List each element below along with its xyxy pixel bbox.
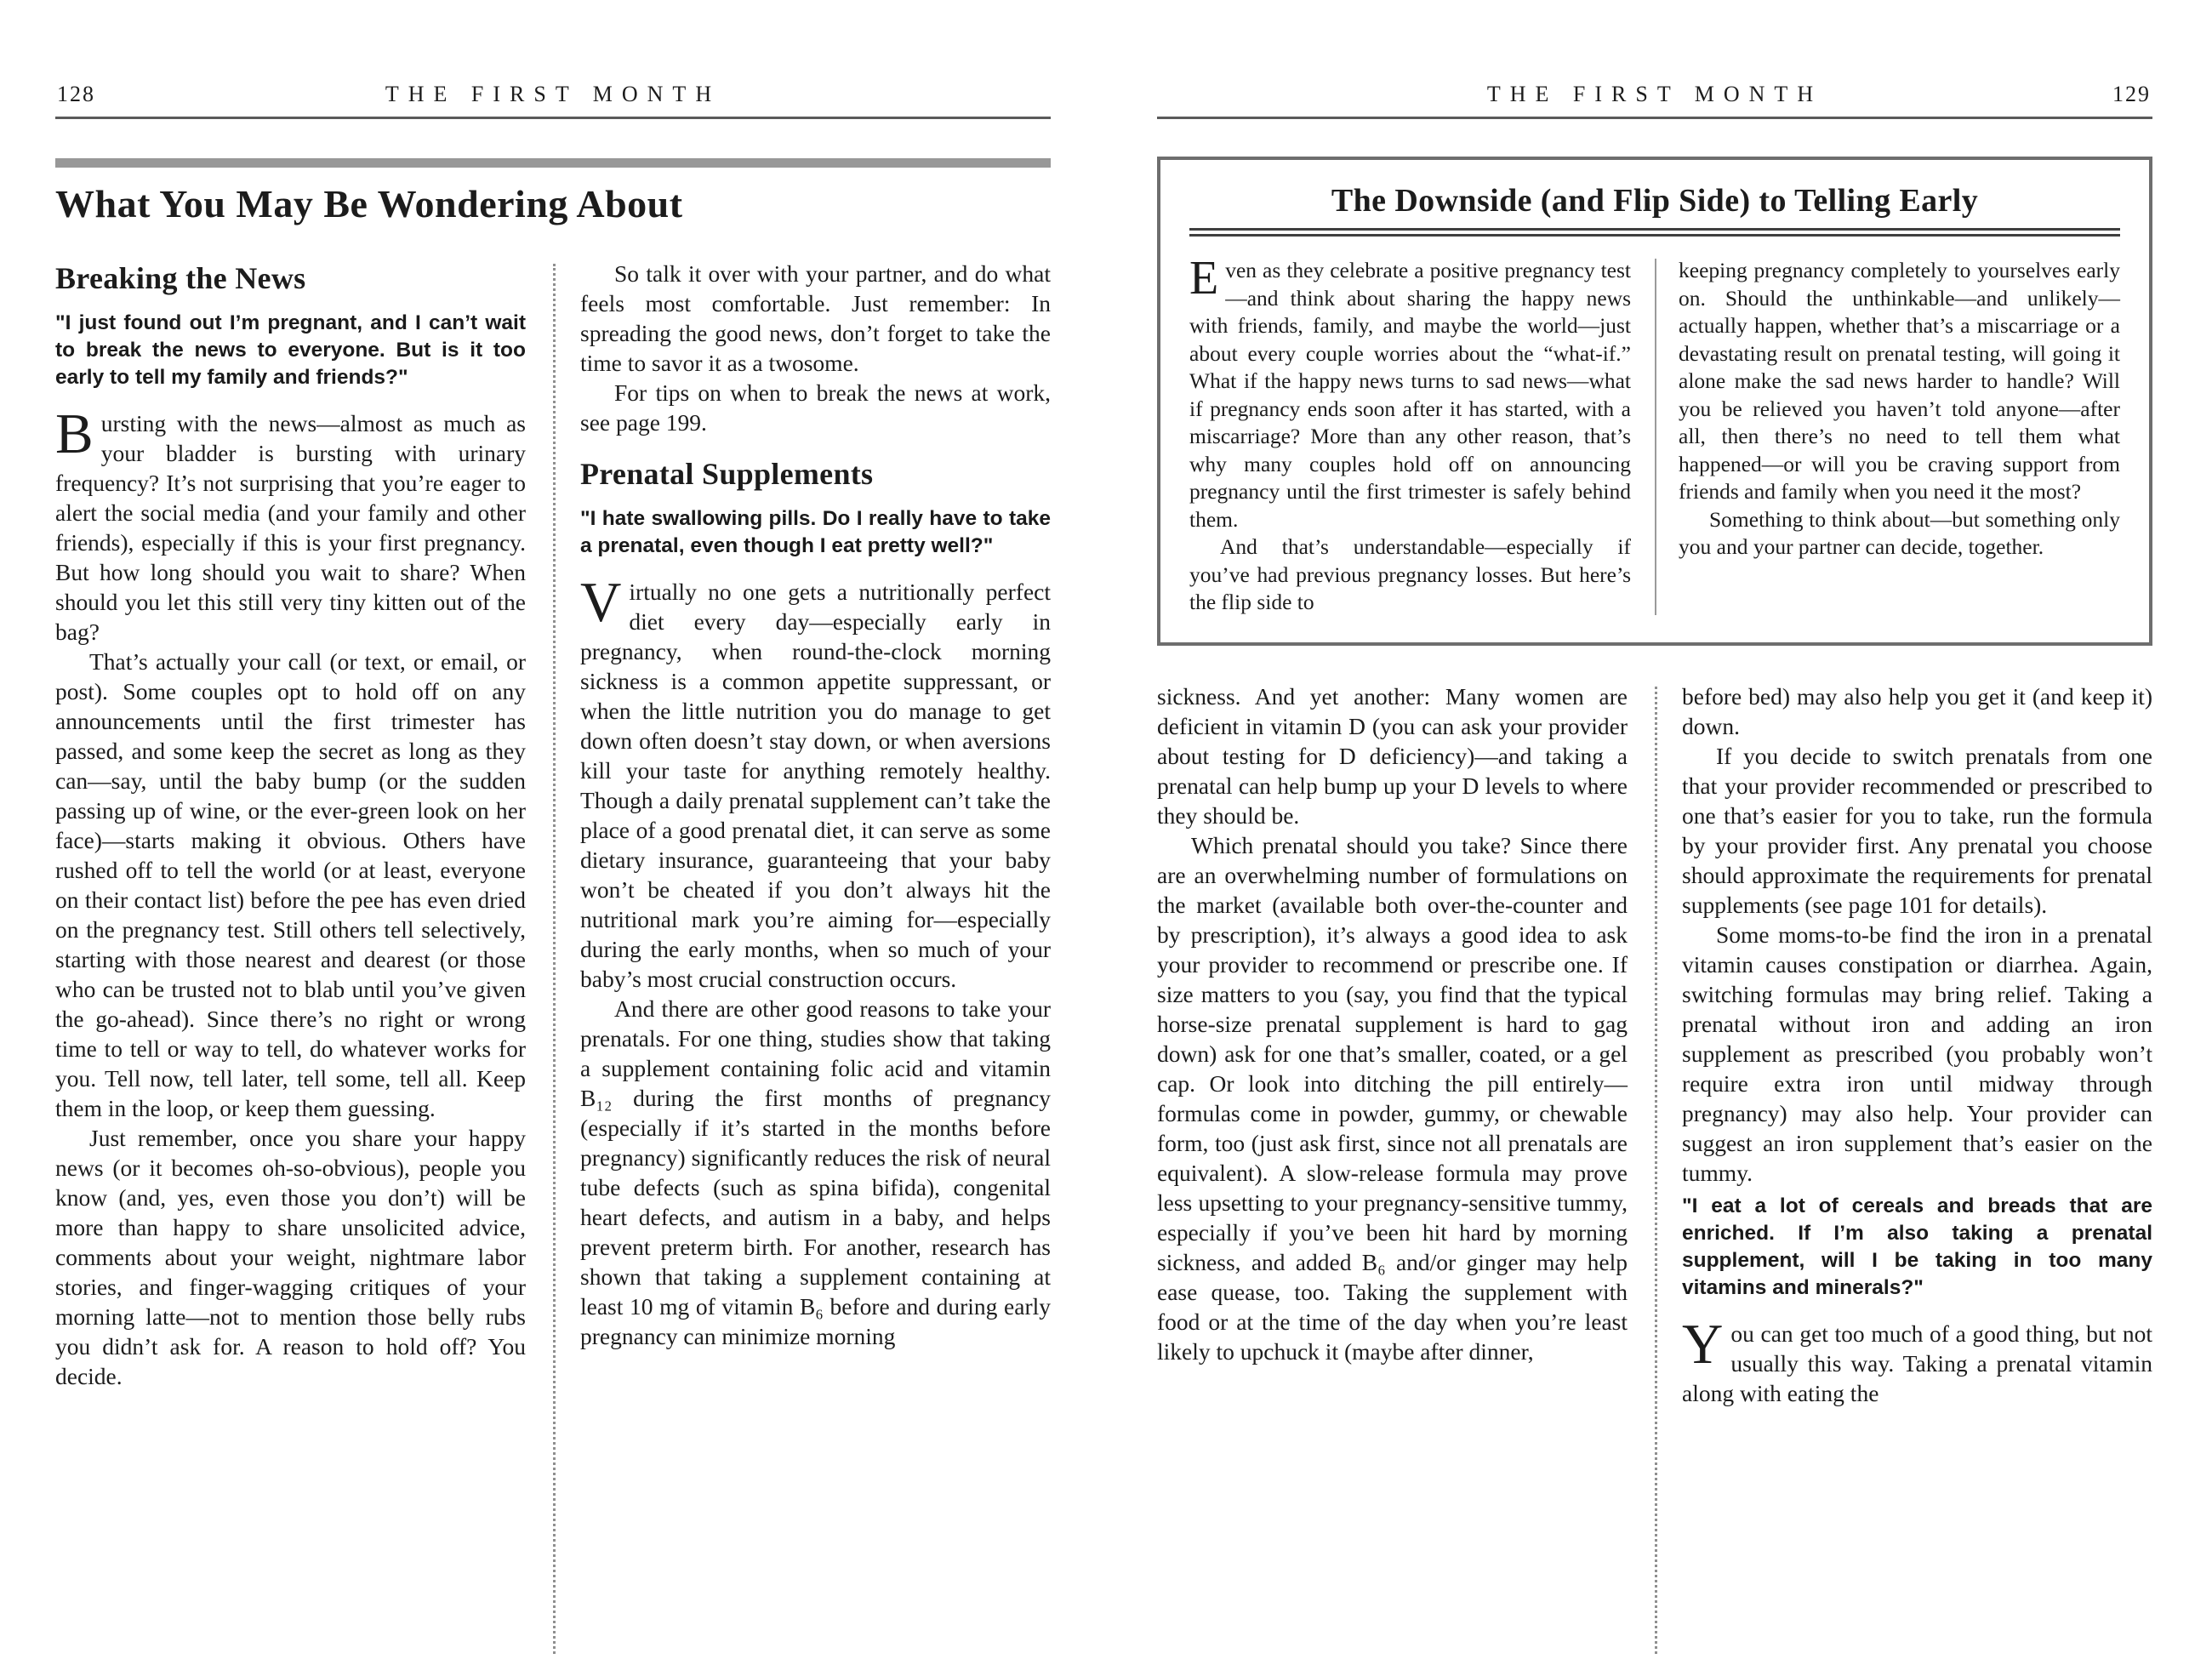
- section-title-block: [55, 158, 1051, 226]
- sidebar-box-title: The Downside (and Flip Side) to Telling Early: [1331, 183, 1979, 219]
- drop-cap: Y: [1682, 1312, 1724, 1376]
- paragraph: That’s actually your call (or text, or email, or post). Some couples opt to hold off on any announcements until the first trimester has passed, and some keep the secret as long as they can—say, until the baby bump (or the sudden passing up of wine, or the ever-green look on her face)—starts making it obvious. Others have rushed off to tell the world (or at least, everyone on their contact list) before the pee has even dried on the pregnancy test. Still others tell selectively, starting with those nearest and dearest (or those who can be trusted not to blab until you’ve given the go-ahead). Since there’s no right or wrong time to tell or way to tell, do whatever works for you. Tell now, tell later, tell some, tell all. Keep them in the loop, or keep them guessing.: [55, 648, 526, 1121]
- box-column-right: [1679, 257, 2120, 617]
- paragraph: Just remember, once you share your happy news (or it becomes oh-so-obvious), people you know (and, yes, even those you don’t) will be more than happy to share unsolicited advice, comments about your weight, nightmare labor stories, and finger-wagging critiques of your morning latte—not to mention those belly rubs you didn’t ask for. A reason to hold off? You decide.: [55, 1125, 526, 1389]
- paragraph: If you decide to switch prenatals from one that your provider recommended or prescribed to one that’s easier for you to take, run the formula by your provider first. Any prenatal you choose should approximate the requirements for prenatal supplements (see page 101 for details).: [1682, 742, 2152, 918]
- drop-cap: B: [55, 402, 94, 465]
- title-rule-bar: [55, 158, 1051, 168]
- reader-question: "I eat a lot of cereals and breads that are enriched. If I’m also taking a prenatal supplement, will I be taking in too many vitamins and minerals?": [1682, 1194, 2152, 1299]
- box-columns: [1189, 252, 2120, 617]
- sidebar-box: [1157, 157, 2152, 646]
- section-title: What You May Be Wondering About: [55, 182, 683, 225]
- page-header: [1157, 82, 2152, 119]
- paragraph: keeping pregnancy completely to yourselves early on. Should the unthinkable—and unlikely—actually happen, whether that’s a miscarriage or a devastating result on prenatal testing, will going it alone make the sad news harder to handle? Will you be relieved you haven’t told anyone—after all, then there’s no need to tell them what happened—or will you be craving support from friends and family when you need it the most?: [1679, 258, 2120, 504]
- text-columns: [55, 259, 1051, 1659]
- column-divider: [1628, 681, 1682, 1659]
- column-right: [1682, 681, 2152, 1659]
- paragraph: Some moms-to-be find the iron in a prenatal vitamin causes constipation or diarrhea. Again, switching formulas may bring relief. Taking a prenatal without iron and adding an iron supplement as prescribed (you probably won’t require extra iron until midway through pregnancy) may also help. Your provider can suggest an iron supplement that’s easier on the tummy.: [1682, 921, 2152, 1186]
- paragraph: And that’s understandable—especially if you’ve had previous pregnancy losses. But here’s the flip side to: [1189, 534, 1631, 614]
- page-128: [55, 82, 1051, 1659]
- box-column-divider: [1631, 257, 1679, 617]
- running-head: THE FIRST MONTH: [385, 82, 721, 106]
- page-header: [55, 82, 1051, 119]
- drop-cap: E: [1189, 252, 1219, 305]
- paragraph: sickness. And yet another: Many women are deficient in vitamin D (you can ask your provider about testing for D deficiency)—and taking a prenatal can help bump up your D levels to where they should be.: [1157, 682, 1628, 829]
- page-129: [1157, 82, 2152, 1659]
- paragraph: And there are other good reasons to take your prenatals. For one thing, studies show that taking a supplement containing folic acid and vitamin B₁₂ during the first months of pregnancy (especially if it’s started in the months before pregnancy) significantly reduces the risk of neural tube defects (such as spina bifida), congenital heart defects, and autism in a baby, and helps prevent preterm birth. For another, research has shown that taking a supplement containing at least 10 mg of vitamin B₆ before and during early pregnancy can minimize morning: [580, 995, 1051, 1349]
- text-columns: [1157, 681, 2152, 1659]
- column-left: [55, 259, 526, 1659]
- column-right: [580, 259, 1051, 1659]
- drop-cap: V: [580, 571, 622, 634]
- paragraph-text: ven as they celebrate a positive pregnancy test—and think about sharing the happy news with friends, family, and maybe the world—just about every couple worries about the “what-if.” What if the happy news turns to sad news—what if pregnancy ends soon after it has started, with a miscarriage? More than any other reason, that’s why many couples hold off on announcing pregnancy until the first trimester is safely behind them.: [1189, 258, 1631, 532]
- page-number: 129: [2112, 82, 2151, 106]
- paragraph-text: irtually no one gets a nutritionally perfect diet every day—especially early in pregnancy, when round-the-clock morning sickness is a common appetite suppressant, or when the little nutrition you do manage to get down often doesn’t stay down, or when aversions kill your taste for anything remotely healthy. Though a daily prenatal supplement can’t take the place of a good prenatal diet, it can serve as some dietary insurance, guaranteeing that your baby won’t be cheated if you don’t always hit the nutritional mark you’re aiming for—especially during the early months, when so much of your baby’s most crucial construction occurs.: [580, 579, 1051, 992]
- heading-breaking-the-news: Breaking the News: [55, 261, 306, 295]
- paragraph: before bed) may also help you get it (and keep it) down.: [1682, 682, 2152, 739]
- paragraph: [1189, 252, 1631, 533]
- reader-question: "I hate swallowing pills. Do I really have to take a prenatal, even though I eat pretty well?": [580, 507, 1051, 557]
- column-divider: [526, 259, 580, 1659]
- heading-prenatal-supplements: Prenatal Supplements: [580, 457, 874, 491]
- paragraph: [55, 402, 526, 647]
- page-number: 128: [57, 82, 95, 106]
- paragraph: For tips on when to break the news at work, see page 199.: [580, 379, 1051, 436]
- box-column-left: [1189, 252, 1631, 617]
- paragraph: Something to think about—but something only you and your partner can decide, together.: [1679, 506, 2120, 559]
- box-title-double-rule: [1189, 228, 2120, 237]
- paragraph: [1682, 1312, 2152, 1408]
- running-head: THE FIRST MONTH: [1486, 82, 1823, 106]
- column-left: [1157, 681, 1628, 1659]
- reader-question: "I just found out I’m pregnant, and I can’t wait to break the news to everyone. But is it too early to tell my family and friends?": [55, 311, 526, 389]
- paragraph: So talk it over with your partner, and do what feels most comfortable. Just remember: In spreading the good news, don’t forget to take the time to savor it as a twosome.: [580, 260, 1051, 376]
- paragraph: Which prenatal should you take? Since there are an overwhelming number of formulations on the market (available both over-the-counter and by prescription), it’s always a good idea to ask your provider to recommend or prescribe one. If size matters to you (say, you find that the typical horse-size prenatal supplement is hard to gag down) ask for one that’s smaller, coated, or a gel cap. Or look into ditching the pill entirely—formulas come in powder, gummy, or chewable form, too (just ask first, since not all prenatals are equivalent). A slow-release formula may prove less upsetting to your pregnancy-sensitive tummy, especially if you’ve been hit hard by morning sickness, and added B₆ and/or ginger may help ease quease, too. Taking the supplement with food or at the time of the day when you’re least likely to upchuck it (maybe after dinner,: [1157, 831, 1628, 1365]
- paragraph-text: ursting with the news—almost as much as your bladder is bursting with urinary frequency? It’s not surprising that you’re eager to alert the social media (and your family and other friends), especially if this is your first pregnancy. But how long should you wait to share? When should you let this still very tiny kitten out of the bag?: [55, 410, 526, 645]
- paragraph: [580, 571, 1051, 994]
- paragraph-text: ou can get too much of a good thing, but not usually this way. Taking a prenatal vitamin along with eating the: [1682, 1320, 2152, 1406]
